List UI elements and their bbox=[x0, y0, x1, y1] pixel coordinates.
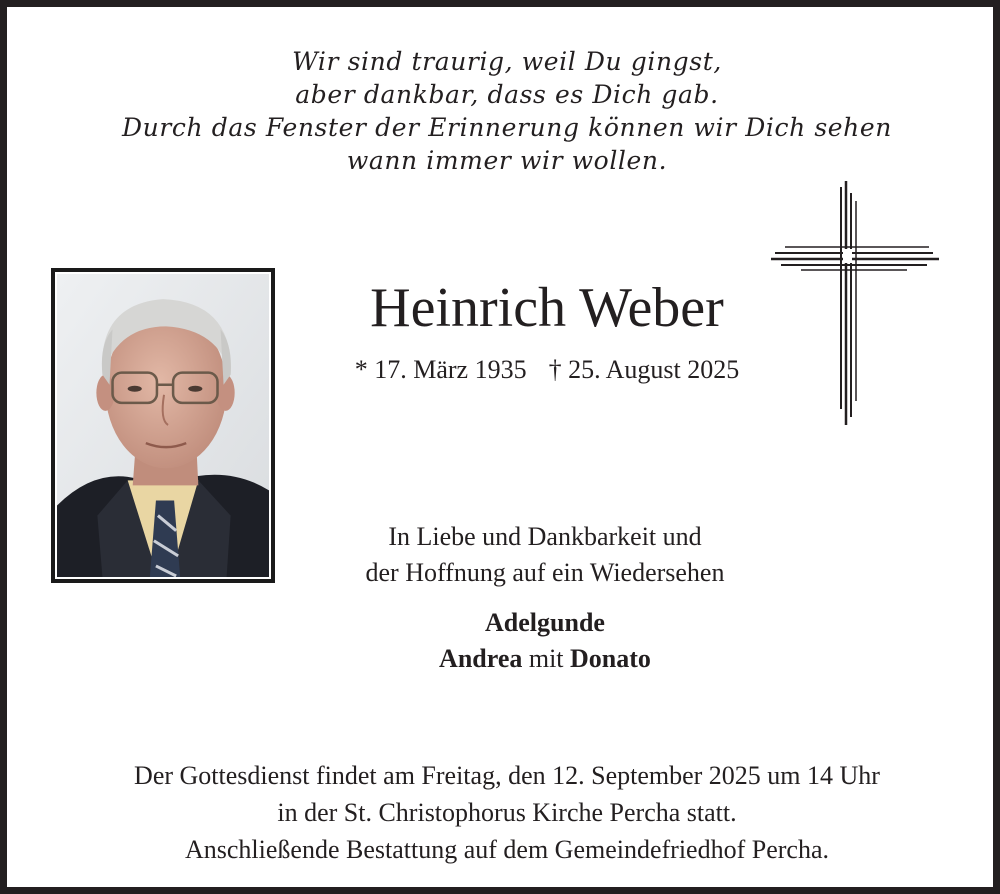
poem-line: Durch das Fenster der Erinnerung können wir Dich sehen bbox=[122, 113, 892, 142]
poem-line: wann immer wir wollen. bbox=[346, 146, 668, 175]
mourner-name-line bbox=[277, 641, 813, 677]
mourner-name: Adelgunde bbox=[485, 608, 605, 637]
mourner-names bbox=[277, 605, 813, 677]
mourner-name: Andrea bbox=[439, 644, 523, 673]
memorial-poem bbox=[7, 45, 1000, 177]
service-line: in der St. Christophorus Kirche Percha statt. bbox=[277, 798, 737, 827]
portrait-image bbox=[57, 274, 269, 577]
poem-line: Wir sind traurig, weil Du gingst, bbox=[292, 47, 722, 76]
death-date: † 25. August 2025 bbox=[548, 355, 740, 384]
service-line: Der Gottesdienst findet am Freitag, den 12. September 2025 um 14 Uhr bbox=[134, 761, 880, 790]
service-line: Anschließende Bestattung auf dem Gemeindefriedhof Percha. bbox=[185, 835, 829, 864]
poem-line: aber dankbar, dass es Dich gab. bbox=[295, 80, 719, 109]
deceased-name: Heinrich Weber bbox=[370, 277, 724, 339]
mourning-line: der Hoffnung auf ein Wiedersehen bbox=[365, 558, 725, 587]
mourning-line: In Liebe und Dankbarkeit und bbox=[388, 522, 702, 551]
cross-icon bbox=[767, 179, 942, 429]
portrait-photo bbox=[51, 268, 275, 583]
birth-date: * 17. März 1935 bbox=[354, 355, 527, 384]
mourner-name: Donato bbox=[570, 644, 651, 673]
funeral-service-info bbox=[7, 757, 1000, 868]
life-dates bbox=[297, 352, 797, 388]
mourning-text bbox=[277, 519, 813, 591]
mourner-connector: mit bbox=[528, 644, 564, 673]
